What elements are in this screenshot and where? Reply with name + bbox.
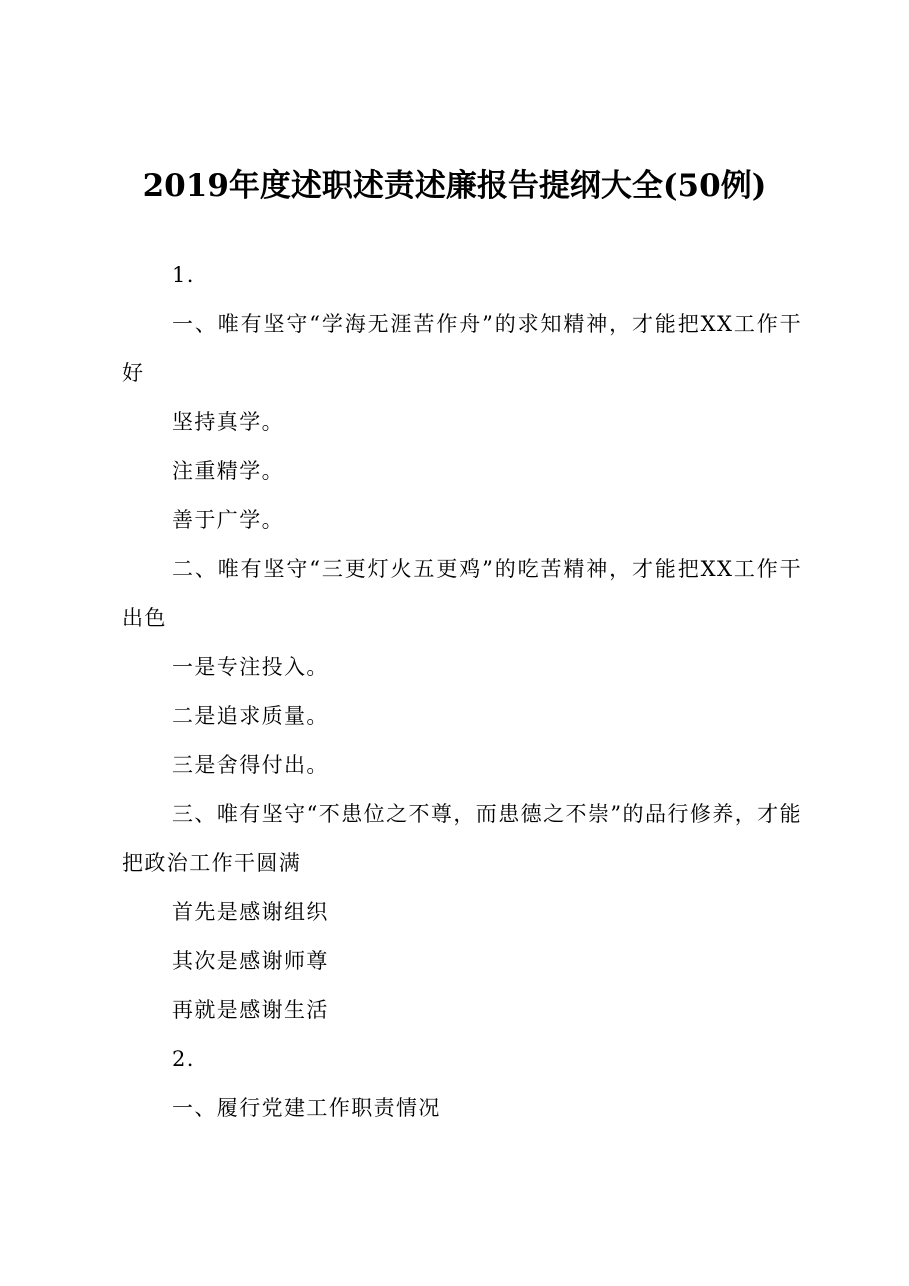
paragraph-point: 三是舍得付出。 [172, 753, 329, 777]
paragraph-section-number: 1. [172, 263, 195, 287]
paragraph-point: 注重精学。 [172, 459, 284, 483]
paragraph-point: 二是追求质量。 [172, 704, 329, 728]
paragraph-heading: 一、唯有坚守“学海无涯苦作舟”的求知精神，才能把XX工作干好 [122, 312, 802, 385]
paragraph-point: 首先是感谢组织 [172, 900, 329, 924]
paragraph-point: 坚持真学。 [172, 410, 284, 434]
document-title: 2019年度述职述责述廉报告提纲大全(50例) [142, 168, 767, 204]
paragraph-point: 再就是感谢生活 [172, 998, 329, 1022]
paragraph-section-number: 2. [172, 1047, 195, 1071]
paragraph-heading: 二、唯有坚守“三更灯火五更鸡”的吃苦精神，才能把XX工作干出色 [122, 557, 802, 630]
paragraph-heading: 三、唯有坚守“不患位之不尊，而患德之不崇”的品行修养，才能把政治工作干圆满 [122, 802, 802, 875]
document-body [122, 251, 802, 1133]
paragraph-point: 一是专注投入。 [172, 655, 329, 679]
paragraph-point: 其次是感谢师尊 [172, 949, 329, 973]
paragraph-heading: 一、履行党建工作职责情况 [172, 1096, 441, 1120]
paragraph-point: 善于广学。 [172, 508, 284, 532]
